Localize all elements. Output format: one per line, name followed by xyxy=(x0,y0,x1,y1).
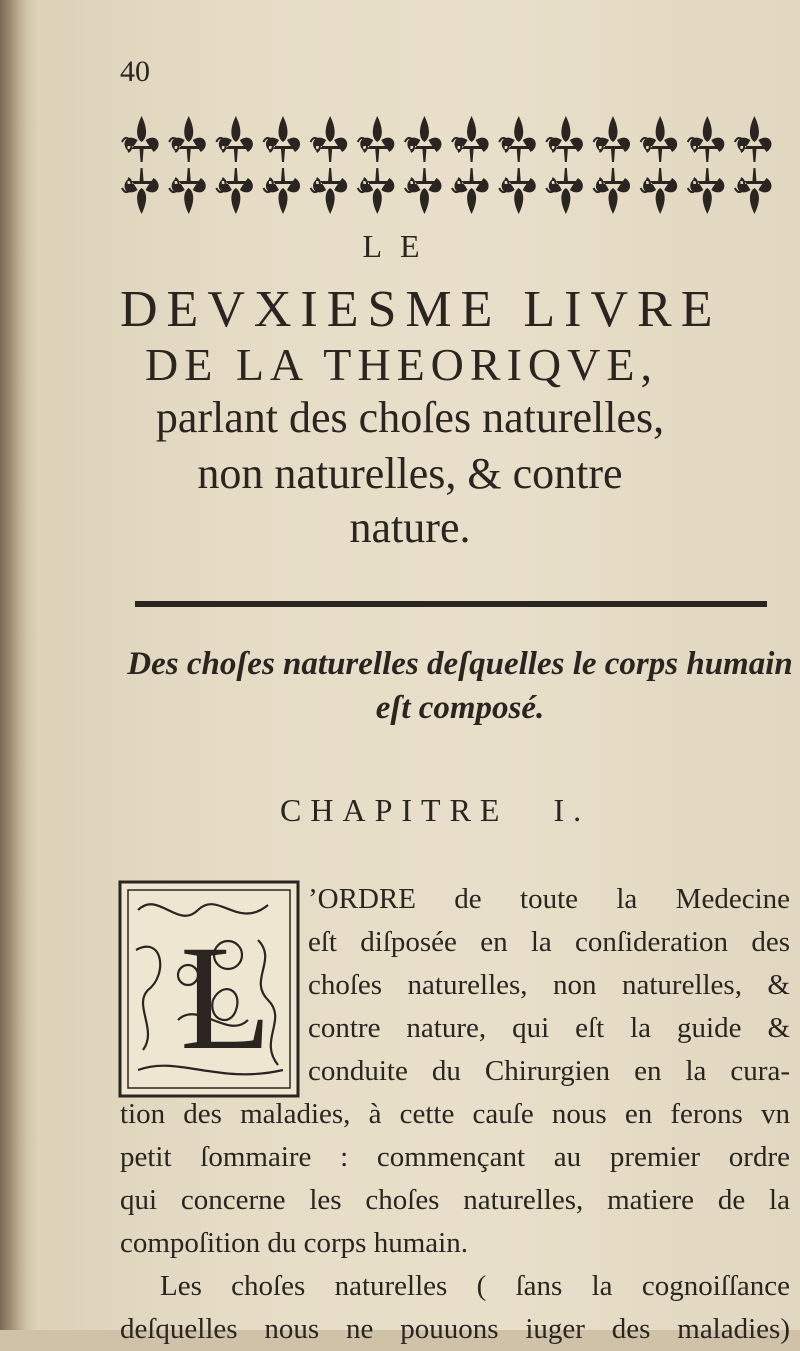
title-parlant: parlant des choſes naturelles, xyxy=(155,393,665,442)
title-theorique: DE LA THEORIQVE, xyxy=(145,339,658,390)
subtitle-line-1: Des choſes naturelles deſquelles le corps humain xyxy=(127,646,793,682)
body-line: contre nature, qui eſt la guide & xyxy=(308,1012,790,1044)
body-line: choſes naturelles, non naturelles, & xyxy=(308,969,790,1001)
drop-cap-letter: L xyxy=(180,915,272,1081)
title-le: LE xyxy=(362,228,438,264)
body-line: tion des maladies, à cette cauſe nous en ferons vn xyxy=(120,1098,790,1130)
body-line: Les choſes naturelles ( ſans la cognoiſſance xyxy=(160,1270,790,1302)
subtitle-line-2: eſt composé. xyxy=(375,690,545,726)
body-line: conduite du Chirurgien en la cura- xyxy=(308,1055,790,1087)
body-line: petit ſommaire : commençant au premier ordre xyxy=(120,1141,790,1173)
body-line: deſquelles nous ne pouuons iuger des maladies) xyxy=(120,1313,790,1345)
book-binding xyxy=(0,0,40,1330)
title-non-naturelles: non naturelles, & contre xyxy=(197,449,623,498)
page-number: 40 xyxy=(120,55,150,88)
body-line: compoſition du corps humain. xyxy=(120,1227,468,1259)
body-line: ’ORDRE de toute la Medecine xyxy=(308,883,790,915)
chapter-heading xyxy=(280,792,590,829)
chapter-body xyxy=(120,878,790,1351)
section-divider xyxy=(135,601,767,607)
chapter-number: I. xyxy=(553,792,591,828)
title-nature: nature. xyxy=(349,503,471,552)
title-deuxiesme-livre: DEVXIESME LIVRE xyxy=(120,281,722,338)
chapter-label: CHAPITRE xyxy=(280,792,509,828)
chapter-subtitle xyxy=(120,642,800,730)
body-line: eſt diſposée en la conſideration des xyxy=(308,926,790,958)
body-line: qui concerne les choſes naturelles, matiere de la xyxy=(120,1184,790,1216)
fleur-de-lis-border-icon xyxy=(118,112,778,220)
